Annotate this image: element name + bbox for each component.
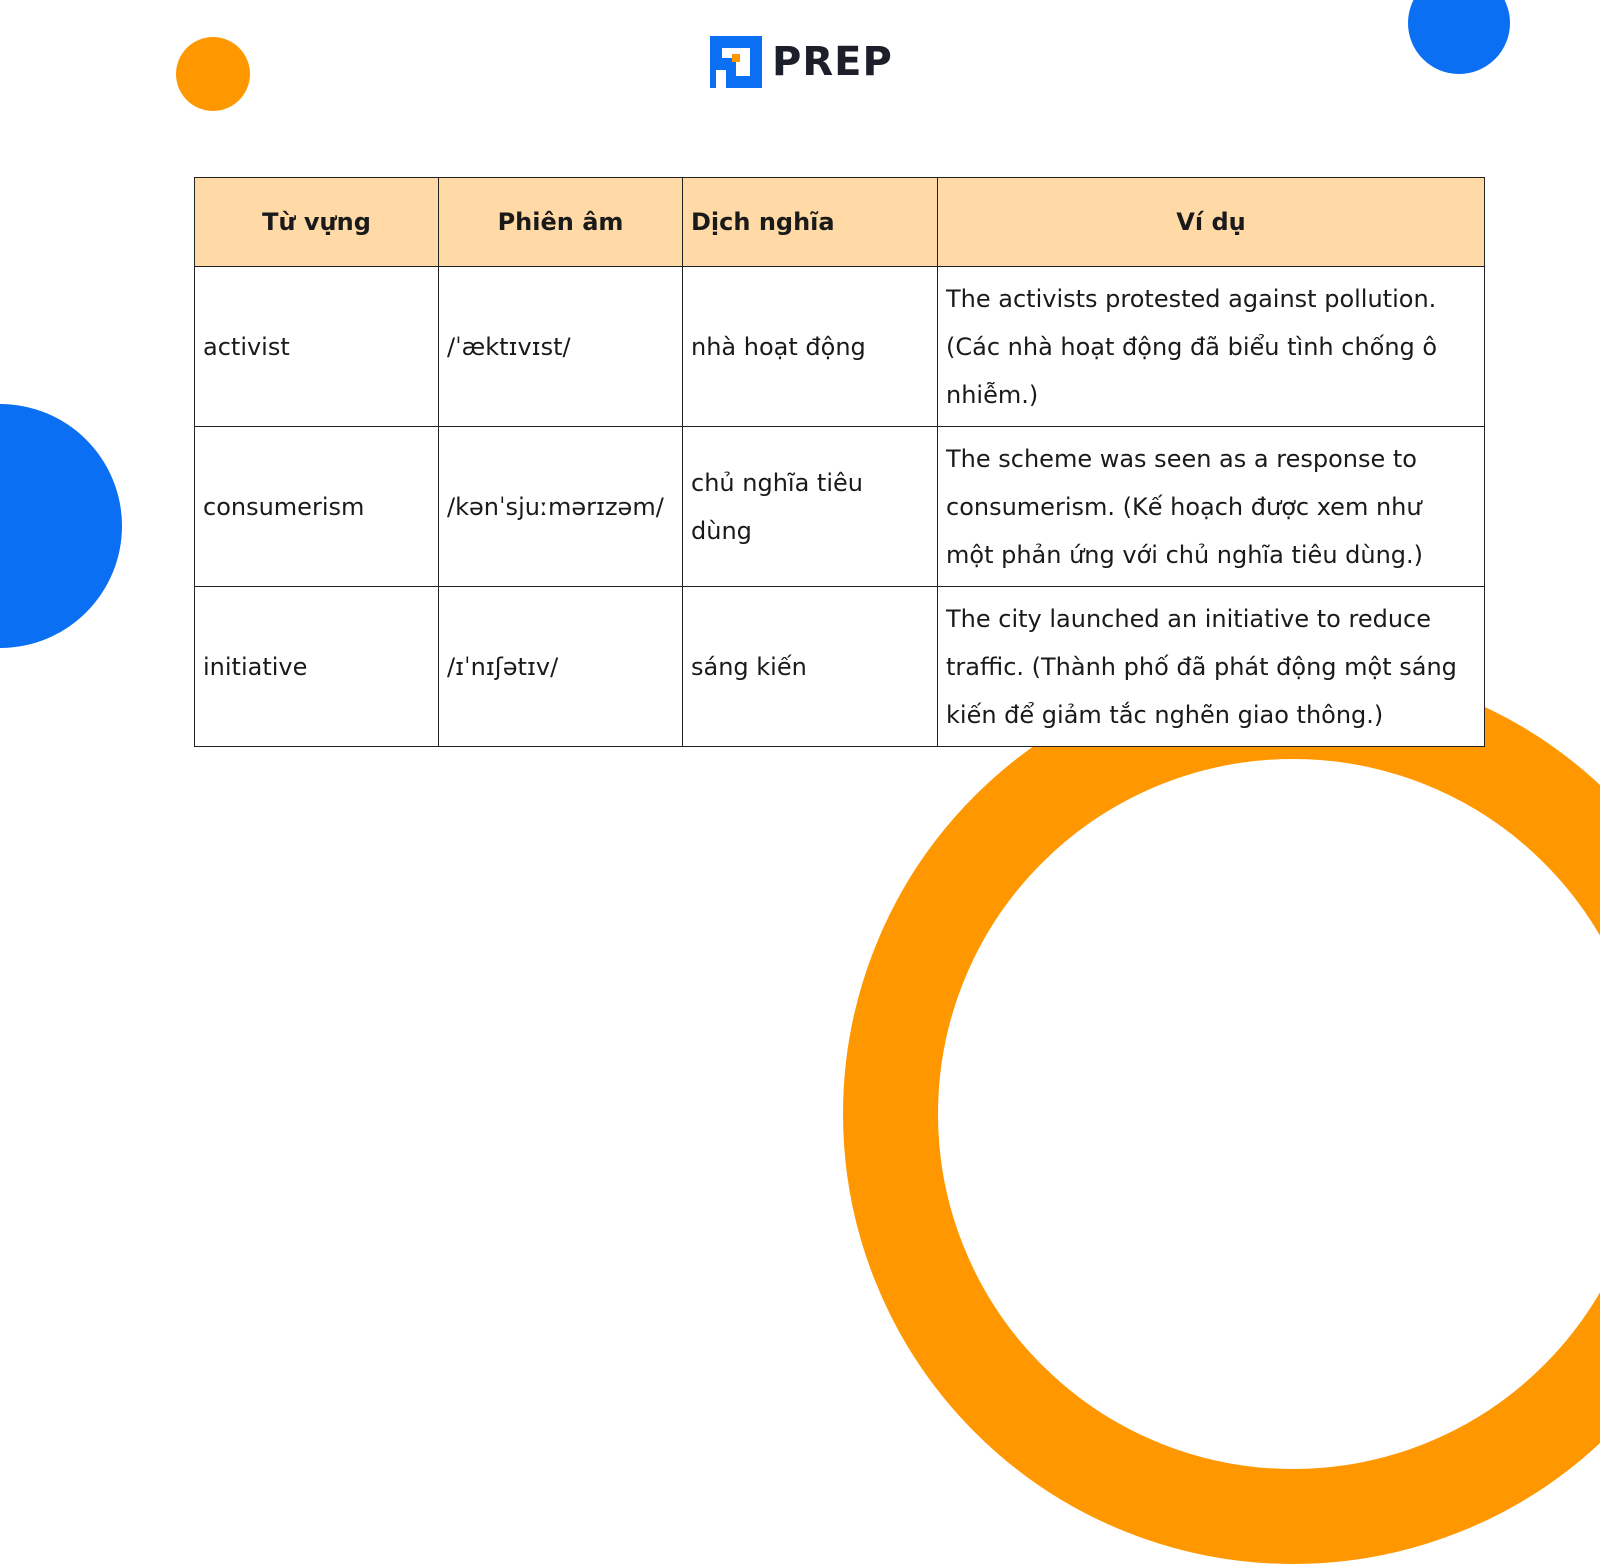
header-tu-vung: Từ vựng [195,178,439,267]
meaning-cell: sáng kiến [683,587,938,747]
example-cell: The activists protested against pollution. (Các nhà hoạt động đã biểu tình chống ô nhiễm.) [938,267,1485,427]
decorative-orange-circle [176,37,250,111]
meaning-cell: chủ nghĩa tiêu dùng [683,427,938,587]
example-cell: The scheme was seen as a response to consumerism. (Kế hoạch được xem như một phản ứng với chủ nghĩa tiêu dùng.) [938,427,1485,587]
table-header-row [195,178,1485,267]
header-phien-am: Phiên âm [439,178,683,267]
prep-logo [710,36,893,88]
word-cell: activist [195,267,439,427]
brand-name: PREP [772,39,893,85]
header-dich-nghia: Dịch nghĩa [683,178,938,267]
table-row [195,427,1485,587]
example-cell: The city launched an initiative to reduce traffic. (Thành phố đã phát động một sáng kiến để giảm tắc nghẽn giao thông.) [938,587,1485,747]
table-row [195,587,1485,747]
prep-logo-icon [710,36,762,88]
word-cell: initiative [195,587,439,747]
meaning-cell: nhà hoạt động [683,267,938,427]
ipa-cell: /kənˈsjuːmərɪzəm/ [439,427,683,587]
decorative-blue-circle-top-right [1408,0,1510,74]
header-vi-du: Ví dụ [938,178,1485,267]
decorative-orange-arc [843,664,1600,1564]
decorative-blue-circle-left [0,404,122,648]
vocabulary-table [194,177,1485,747]
ipa-cell: /ˈæktɪvɪst/ [439,267,683,427]
table-row [195,267,1485,427]
ipa-cell: /ɪˈnɪʃətɪv/ [439,587,683,747]
word-cell: consumerism [195,427,439,587]
